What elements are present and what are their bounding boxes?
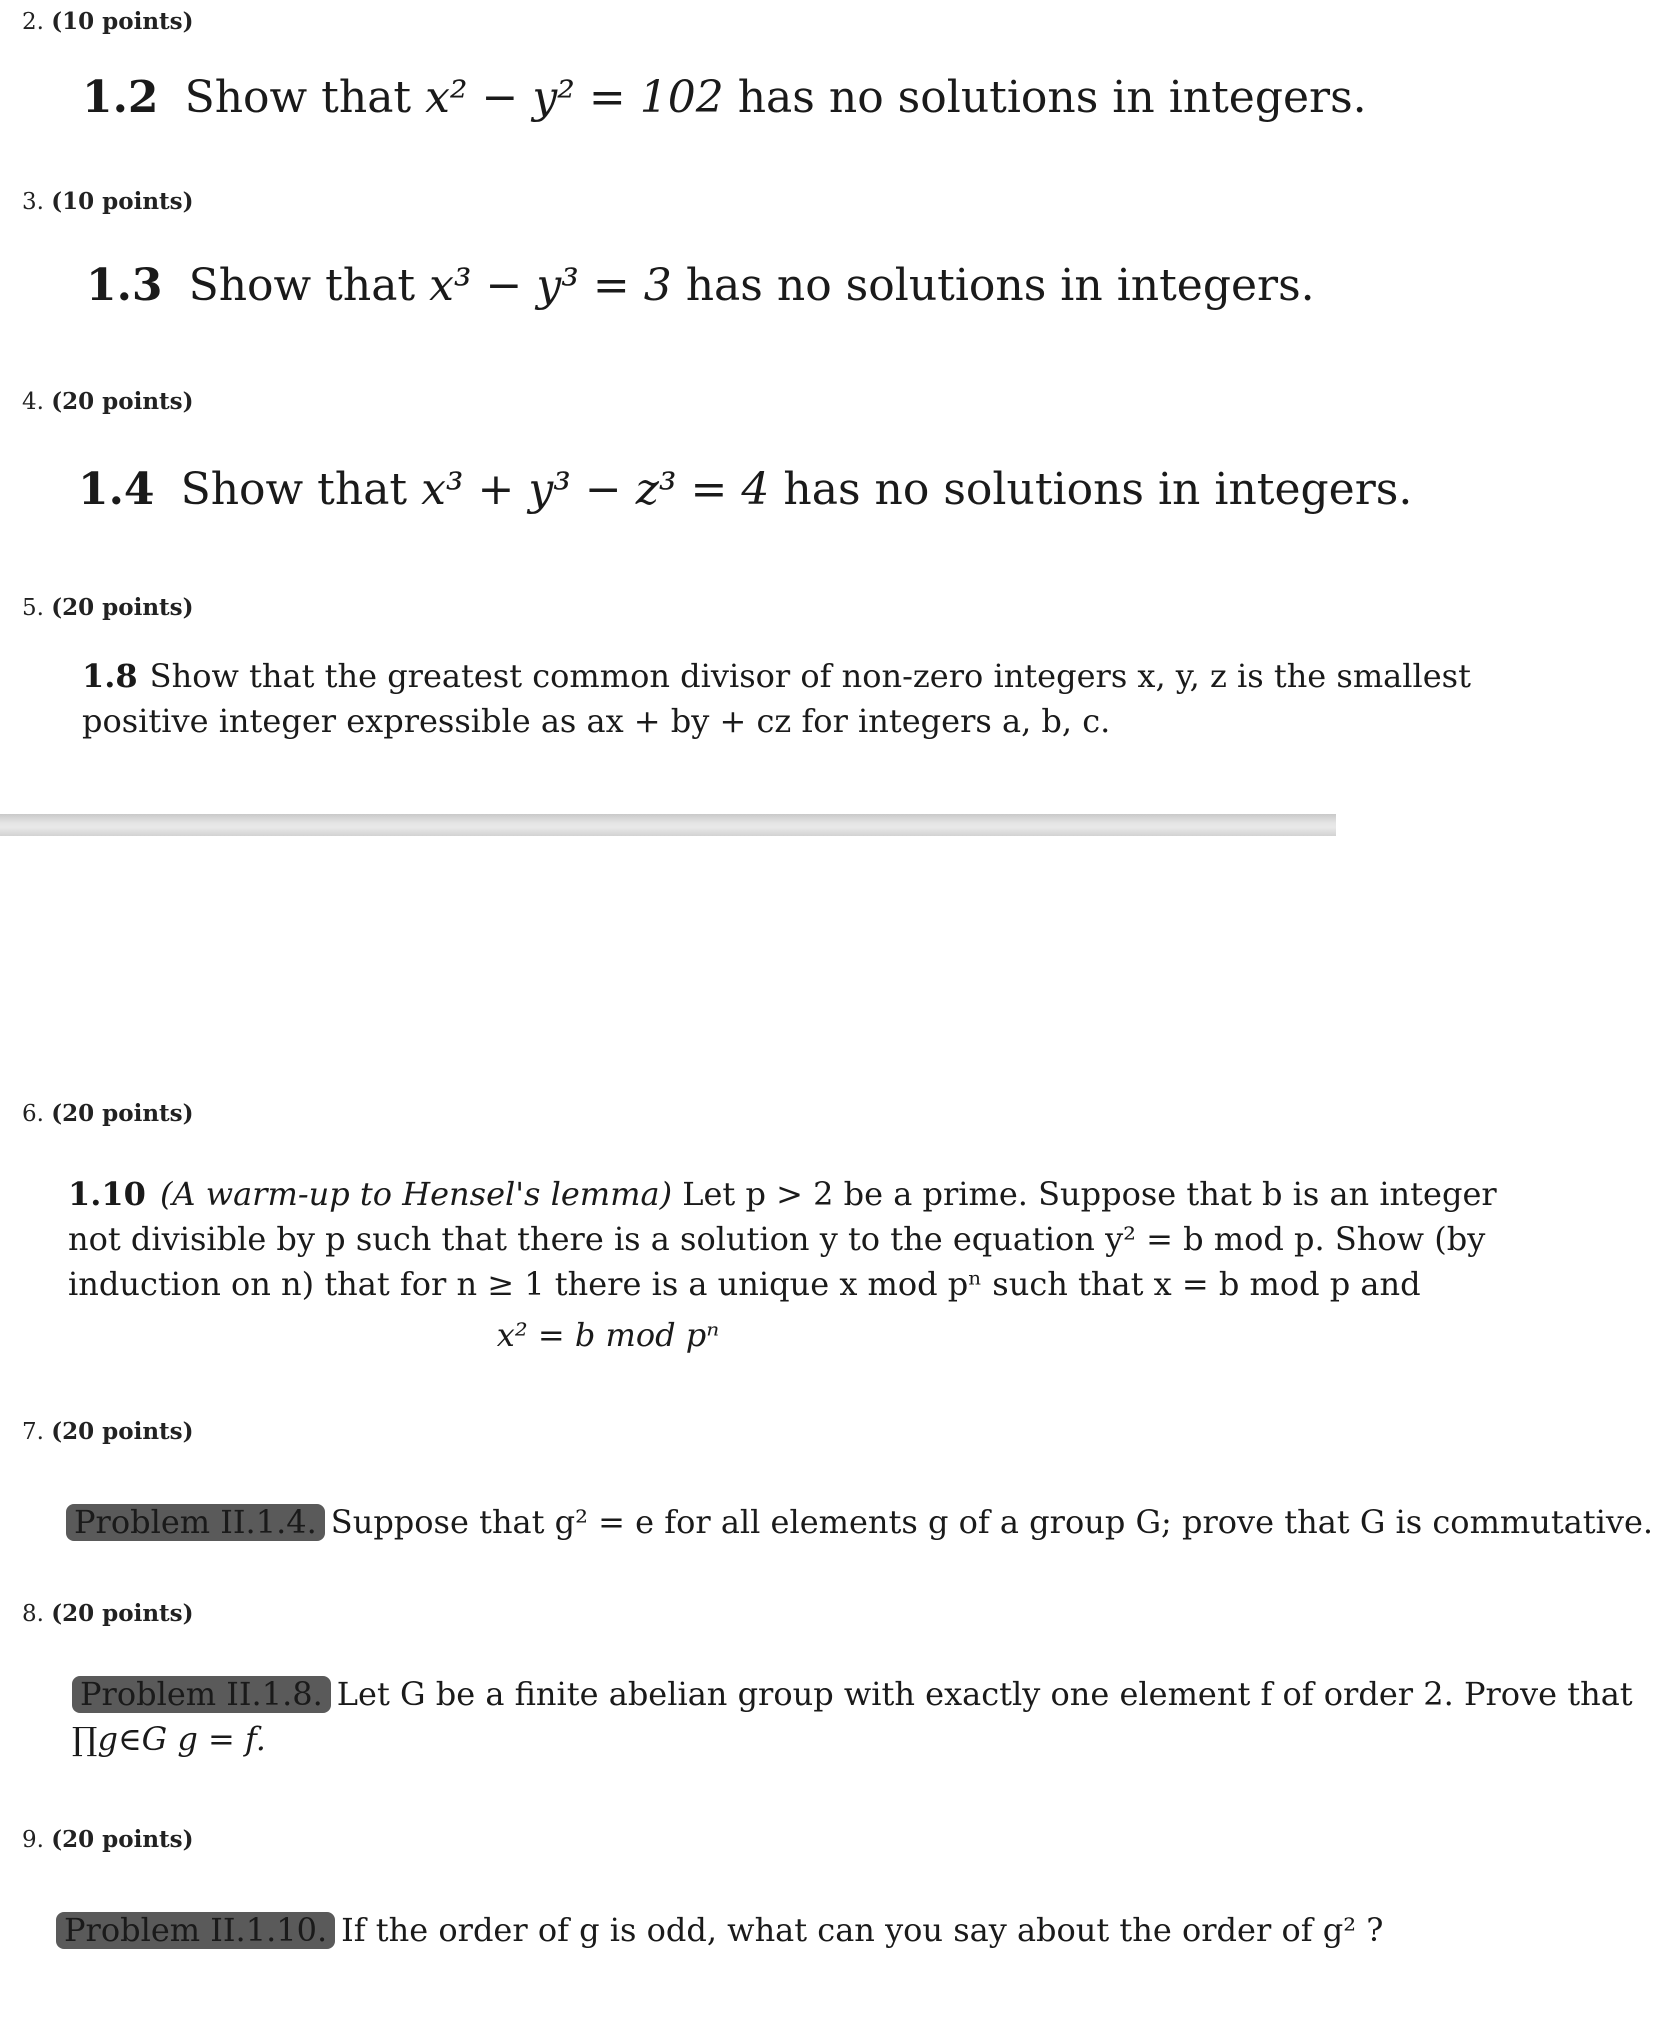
problem-8-header: 8. (20 points) [22, 1600, 194, 1627]
display-equation: x² = b mod pⁿ [496, 1316, 720, 1354]
problem-2-statement: 1.2 Show that x² − y² = 102 has no solutions in integers. [82, 72, 1367, 123]
problem-3-header: 3. (10 points) [22, 188, 194, 215]
problem-3-statement: 1.3 Show that x³ − y³ = 3 has no solutions in integers. [86, 260, 1315, 311]
problem-tag: Problem II.1.4. [66, 1504, 325, 1541]
problem-6-header: 6. (20 points) [22, 1100, 194, 1127]
page-divider [0, 814, 1336, 836]
problem-9-statement: Problem II.1.10. If the order of g is odd, what can you say about the order of g² ? [56, 1908, 1383, 1953]
problem-5-statement: 1.8 Show that the greatest common divisor of non-zero integers x, y, z is the smallest positive integer expressible as ax + by + cz for integers a, b, c. [82, 657, 1471, 740]
problem-4-header: 4. (20 points) [22, 388, 194, 415]
problem-7-header: 7. (20 points) [22, 1418, 194, 1445]
problem-6-statement: 1.10 (A warm-up to Hensel's lemma) Let p > 2 be a prime. Suppose that b is an integer not divisible by p such that there is a solution y to the equation y² = b mod p. Show (by induction on n) that for n ≥ 1 there is a unique x mod pⁿ such that x = b mod p and x² = b mod pⁿ [68, 1172, 1268, 1358]
problem-tag: Problem II.1.10. [56, 1912, 335, 1949]
problem-8-statement: Problem II.1.8. Let G be a finite abelian group with exactly one element f of order 2. Prove that ∏g∈G g = f. [72, 1675, 1633, 1758]
problem-7-statement: Problem II.1.4. Suppose that g² = e for all elements g of a group G; prove that G is commutative. [66, 1500, 1653, 1545]
problem-2-header: 2. (10 points) [22, 8, 194, 35]
problem-5-header: 5. (20 points) [22, 594, 194, 621]
problem-9-header: 9. (20 points) [22, 1826, 194, 1853]
problem-tag: Problem II.1.8. [72, 1676, 331, 1713]
problem-4-statement: 1.4 Show that x³ + y³ − z³ = 4 has no solutions in integers. [78, 464, 1413, 515]
